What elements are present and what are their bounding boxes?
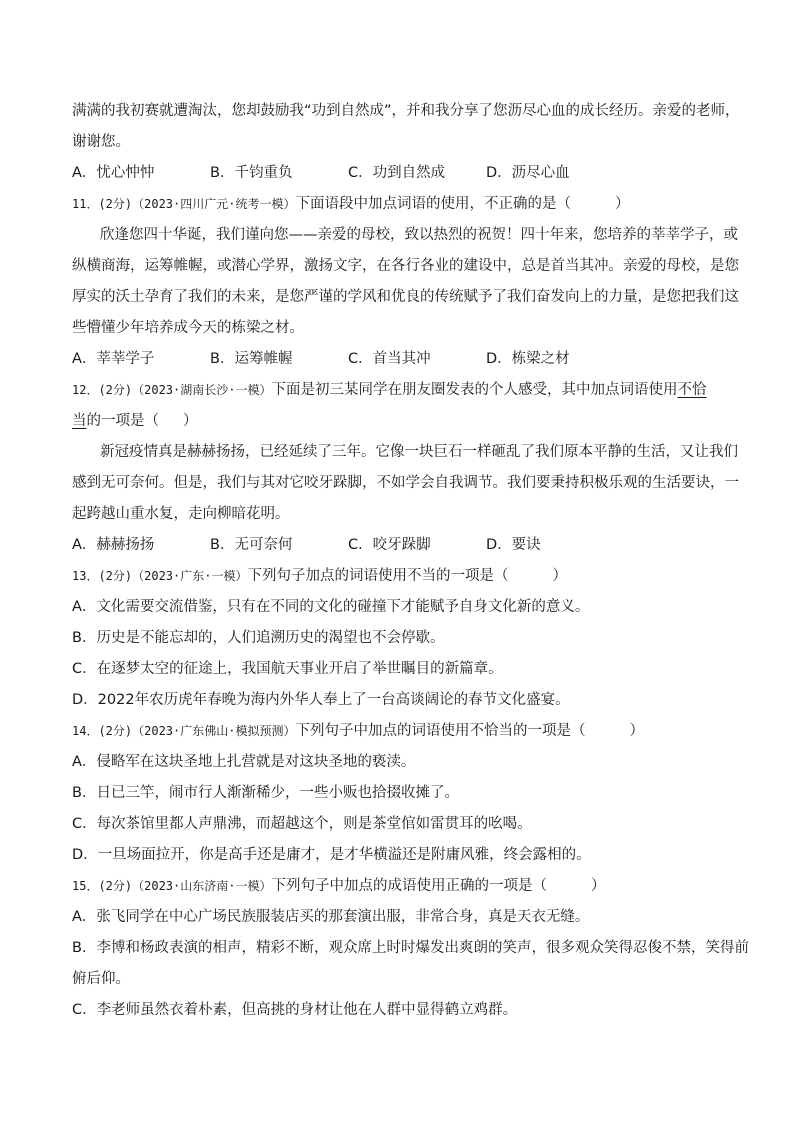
question-15-option-b-cont: 俯后仰。 <box>72 971 130 987</box>
question-12-stem <box>72 375 726 406</box>
question-15-option-a: A．张飞同学在中心广场民族服装店买的那套演出服，非常合身，真是天衣无缝。 <box>72 909 590 925</box>
intro-option-d: D．沥尽心血 <box>486 165 570 181</box>
question-11-option-b: B．运筹帷幄 <box>210 351 293 367</box>
question-14-stem: 14．(2分)（2023·广东佛山·模拟预测）下列句子中加点的词语使用不恰当的一项是（ ） <box>72 723 644 739</box>
underlined-text: 当 <box>72 413 87 429</box>
question-12-option-b: B．无可奈何 <box>210 537 293 553</box>
question-11-passage-3: 厚实的沃土孕育了我们的未来，是您严谨的学风和优良的传统赋予了我们奋发向上的力量，是您把我们这 <box>72 289 739 305</box>
question-11-option-d: D．栋梁之材 <box>486 351 570 367</box>
question-11-options <box>72 344 726 375</box>
question-15-number: 15．(2分)（2023·山东济南·一模） <box>72 879 272 893</box>
intro-option-b: B．千钧重负 <box>210 165 293 181</box>
intro-option-a: A．忧心忡忡 <box>72 165 155 181</box>
question-12-passage-2: 感到无可奈何。但是，我们与其对它咬牙跺脚，不如学会自我调节。我们要秉持积极乐观的生活要诀，一 <box>72 475 739 491</box>
question-14-option-b: B．日已三竿，闹市行人渐渐稀少，一些小贩也拾掇收摊了。 <box>72 785 459 801</box>
question-14-option-a: A．侵略军在这块圣地上扎营就是对这块圣地的亵渎。 <box>72 754 416 770</box>
question-12-option-a: A．赫赫扬扬 <box>72 537 155 553</box>
question-11-option-c: C．首当其冲 <box>348 351 431 367</box>
question-13-option-a: A．文化需要交流借鉴，只有在不同的文化的碰撞下才能赋予自身文化新的意义。 <box>72 599 590 615</box>
intro-line-2: 谢谢您。 <box>72 134 130 150</box>
question-13-option-c: C．在逐梦太空的征途上，我国航天事业开启了举世瞩目的新篇章。 <box>72 661 503 677</box>
question-13-text: 下列句子加点的词语使用不当的一项是（ <box>247 568 509 584</box>
question-13-stem: 13．(2分)（2023·广东·一模）下列句子加点的词语使用不当的一项是（ ） <box>72 568 567 584</box>
question-13-number: 13．(2分)（2023·广东·一模） <box>72 569 248 583</box>
question-15-option-c: C．李老师虽然衣着朴素，但高挑的身材让他在人群中显得鹤立鸡群。 <box>72 1002 518 1018</box>
question-12-number: 12．(2分)（2023·湖南长沙·一模） <box>72 383 272 397</box>
question-15-option-b: B．李博和杨政表演的相声，精彩不断，观众席上时时爆发出爽朗的笑声，很多观众笑得忍俊不禁，笑得前 <box>72 940 749 956</box>
question-12-option-d: D．要诀 <box>486 537 541 553</box>
document-page <box>72 96 749 1026</box>
question-11-number: 11．(2分)（2023·四川广元·统考一模） <box>72 197 296 211</box>
underlined-text: 不恰 <box>677 382 707 398</box>
question-11-text: 下面语段中加点词语的使用，不正确的是（ <box>295 196 571 212</box>
question-11-passage-4: 些懵懂少年培养成今天的栋梁之材。 <box>72 320 304 336</box>
question-11-stem: 11．(2分)（2023·四川广元·统考一模）下面语段中加点词语的使用，不正确的是（ ） <box>72 196 630 212</box>
question-12-stem-2: 当的一项是（ ） <box>72 413 198 429</box>
question-15-text: 下列句子中加点的成语使用正确的一项是（ <box>271 878 547 894</box>
question-13-option-d: D．2022年农历虎年春晚为海内外华人奉上了一台高谈阔论的春节文化盛宴。 <box>72 692 570 708</box>
question-11-passage-1: 欣逢您四十华诞，我们谨向您——亲爱的母校，致以热烈的祝贺！四十年来，您培养的莘莘学子，或 <box>100 227 738 243</box>
question-13-option-b: B．历史是不能忘却的，人们追溯历史的渴望也不会停歇。 <box>72 630 445 646</box>
intro-option-c: C．功到自然成 <box>348 165 446 181</box>
question-11-passage-2: 纵横商海，运筹帷幄，或潜心学界，激扬文字，在各行各业的建设中，总是首当其冲。亲爱的母校，是您 <box>72 258 739 274</box>
intro-options <box>72 158 726 189</box>
question-14-text: 下列句子中加点的词语使用不恰当的一项是（ <box>295 723 586 739</box>
question-12-option-c: C．咬牙跺脚 <box>348 537 431 553</box>
question-14-number: 14．(2分)（2023·广东佛山·模拟预测） <box>72 724 296 738</box>
question-14-option-d: D．一旦场面拉开，你是高手还是庸才，是才华横溢还是附庸风雅，终会露相的。 <box>72 847 591 863</box>
question-14-option-c: C．每次茶馆里都人声鼎沸，而超越这个，则是茶堂倌如雷贯耳的吆喝。 <box>72 816 532 832</box>
question-12-passage-1: 新冠疫情真是赫赫扬扬，已经延续了三年。它像一块巨石一样砸乱了我们原本平静的生活，又让我们 <box>100 444 738 460</box>
question-12-options <box>72 530 726 561</box>
question-12-text: 下面是初三某同学在朋友圈发表的个人感受，其中加点词语使用 <box>271 382 678 398</box>
question-15-stem: 15．(2分)（2023·山东济南·一模）下列句子中加点的成语使用正确的一项是（ ） <box>72 878 606 894</box>
question-12-passage-3: 起跨越山重水复，走向柳暗花明。 <box>72 506 290 522</box>
intro-line-1: 满满的我初赛就遭淘汰，您却鼓励我“功到自然成”，并和我分享了您沥尽心血的成长经历。亲爱的老师， <box>72 103 740 119</box>
question-11-option-a: A．莘莘学子 <box>72 351 155 367</box>
